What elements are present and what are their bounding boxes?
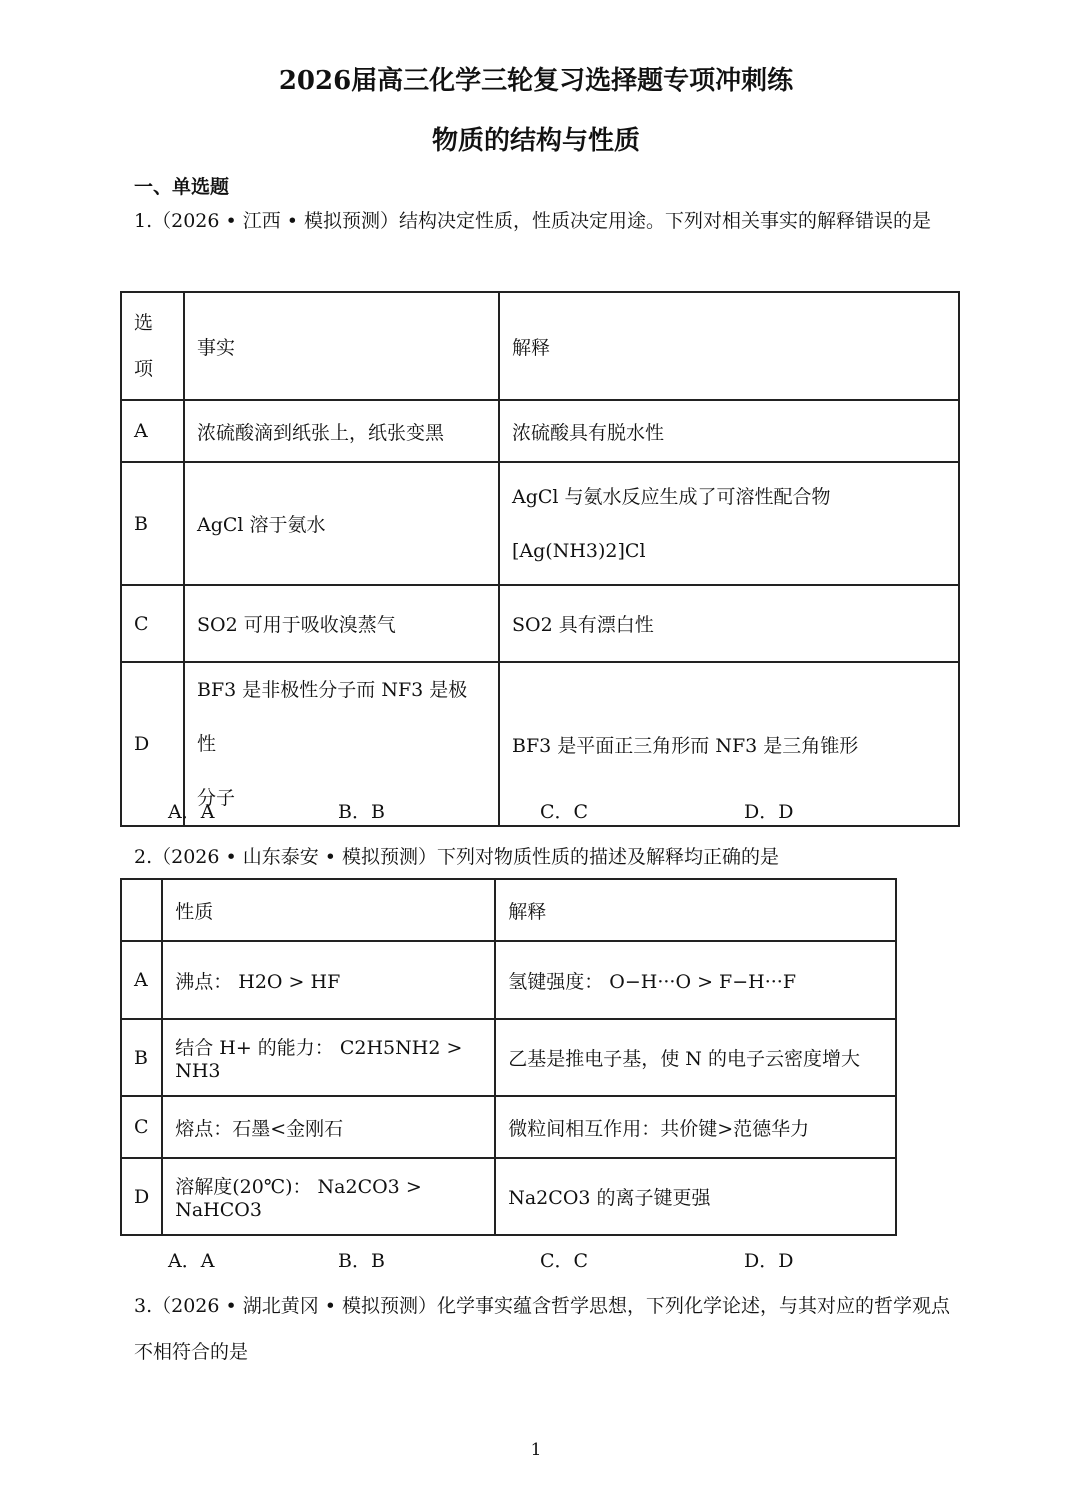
fact-cell: 浓硫酸滴到纸张上，纸张变黑 bbox=[184, 400, 499, 462]
fact-cell: SO2 可用于吸收溴蒸气 bbox=[184, 585, 499, 662]
header-option bbox=[121, 879, 162, 941]
page-number: 1 bbox=[530, 1440, 542, 1460]
choice-d[interactable]: D．D bbox=[744, 801, 794, 823]
choice-a[interactable]: A．A bbox=[168, 1250, 215, 1272]
reason-cell: BF3 是平面正三角形而 NF3 是三角锥形 bbox=[499, 662, 959, 826]
option-label: B bbox=[121, 462, 184, 585]
table-row bbox=[121, 585, 959, 662]
question-2-stem: 2.（2026 • 山东泰安 • 模拟预测）下列对物质性质的描述及解释均正确的是 bbox=[134, 846, 780, 868]
reason-formula: [Ag(NH3)2]Cl bbox=[512, 539, 646, 562]
table-row bbox=[121, 462, 959, 585]
option-label: A bbox=[121, 941, 162, 1019]
property-cell: 沸点： H2O > HF bbox=[162, 941, 495, 1019]
table-row bbox=[121, 1019, 896, 1096]
reason-line: AgCl 与氨水反应生成了可溶性配合物 bbox=[512, 485, 831, 508]
question-1-table bbox=[120, 291, 960, 827]
option-label: C bbox=[121, 1096, 162, 1158]
choice-c[interactable]: C．C bbox=[540, 1250, 589, 1272]
question-3-stem: 3.（2026 • 湖北黄冈 • 模拟预测）化学事实蕴含哲学思想，下列化学论述，与其对应的哲学观点不相符合的是 bbox=[134, 1295, 951, 1363]
fact-line: 分子 bbox=[197, 787, 236, 809]
reason-cell bbox=[499, 462, 959, 585]
header-reason: 解释 bbox=[495, 879, 896, 941]
header-option-top: 选 bbox=[134, 312, 154, 334]
reason-cell: Na2CO3 的离子键更强 bbox=[495, 1158, 896, 1235]
table-row bbox=[121, 1158, 896, 1235]
header-property: 性质 bbox=[162, 879, 495, 941]
property-cell: 熔点：石墨<金刚石 bbox=[162, 1096, 495, 1158]
choice-b[interactable]: B．B bbox=[338, 801, 385, 823]
choice-c[interactable]: C．C bbox=[540, 801, 589, 823]
document-title: 2026届高三化学三轮复习选择题专项冲刺练 bbox=[278, 66, 794, 96]
question-1-stem: 1.（2026 • 江西 • 模拟预测）结构决定性质，性质决定用途。下列对相关事实的解释错误的是 bbox=[134, 210, 932, 232]
header-reason: 解释 bbox=[499, 292, 959, 400]
choice-d[interactable]: D．D bbox=[744, 1250, 794, 1272]
option-label: B bbox=[121, 1019, 162, 1096]
reason-cell: 乙基是推电子基，使 N 的电子云密度增大 bbox=[495, 1019, 896, 1096]
option-label: C bbox=[121, 585, 184, 662]
table-row bbox=[121, 941, 896, 1019]
section-heading: 一、单选题 bbox=[134, 176, 230, 198]
header-option-cell bbox=[121, 292, 184, 400]
fact-line: BF3 是非极性分子而 NF3 是极性 bbox=[197, 679, 468, 755]
property-cell: 结合 H+ 的能力： C2H5NH2 > NH3 bbox=[162, 1019, 495, 1096]
header-fact: 事实 bbox=[184, 292, 499, 400]
option-label: D bbox=[121, 662, 184, 826]
document-subtitle: 物质的结构与性质 bbox=[431, 126, 640, 156]
reason-cell: 氢键强度： O−H···O > F−H···F bbox=[495, 941, 896, 1019]
reason-cell: 浓硫酸具有脱水性 bbox=[499, 400, 959, 462]
option-label: D bbox=[121, 1158, 162, 1235]
fact-cell: AgCl 溶于氨水 bbox=[184, 462, 499, 585]
table-row bbox=[121, 1096, 896, 1158]
table-row bbox=[121, 879, 896, 941]
choice-a[interactable]: A．A bbox=[168, 801, 215, 823]
question-2-table bbox=[120, 878, 897, 1236]
reason-cell: SO2 具有漂白性 bbox=[499, 585, 959, 662]
header-option-bottom: 项 bbox=[134, 358, 154, 380]
choice-b[interactable]: B．B bbox=[338, 1250, 385, 1272]
option-label: A bbox=[121, 400, 184, 462]
reason-cell: 微粒间相互作用：共价键>范德华力 bbox=[495, 1096, 896, 1158]
table-row bbox=[121, 400, 959, 462]
table-row bbox=[121, 292, 959, 400]
property-cell: 溶解度(20℃)： Na2CO3 > NaHCO3 bbox=[162, 1158, 495, 1235]
